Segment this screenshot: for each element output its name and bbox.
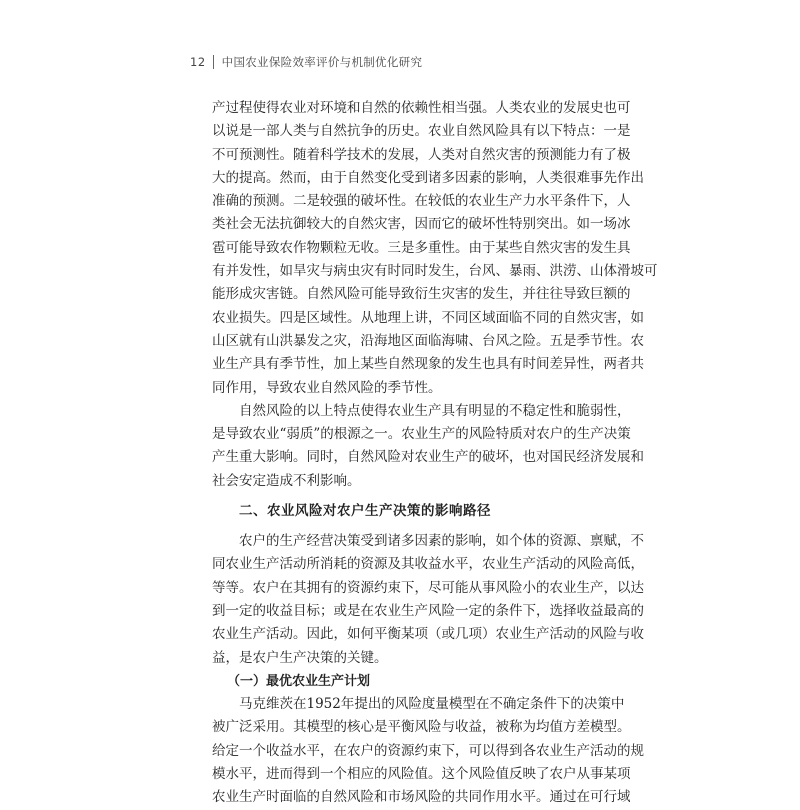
text-line: 同作用，导致农业自然风险的季节性。 <box>212 379 442 396</box>
text-line: 社会安定造成不利影响。 <box>212 472 361 489</box>
text-line: 被广泛采用。其模型的核心是平衡风险与收益，被称为均值方差模型。 <box>212 719 631 736</box>
paragraph-farmer-decisions <box>212 530 644 670</box>
page-body <box>212 97 658 810</box>
paragraph-natural-risk-impact <box>212 400 644 493</box>
text-line: 同农业生产活动所消耗的资源及其收益水平，农业生产活动的风险高低， <box>212 556 644 573</box>
book-title: 中国农业保险效率评价与机制优化研究 <box>221 55 423 69</box>
text-line: 有并发性，如旱灾与病虫灾有时同时发生，台风、暴雨、洪涝、山体滑坡可 <box>212 263 658 280</box>
paragraph-markowitz-model <box>212 693 644 809</box>
text-line: 到一定的收益目标；或是在农业生产风险一定的条件下，选择收益最高的 <box>212 602 644 619</box>
text-line: 农业生产活动。因此，如何平衡某项（或几项）农业生产活动的风险与收 <box>212 626 644 643</box>
text-line: 模水平，进而得到一个相应的风险值。这个风险值反映了农户从事某项 <box>212 766 631 783</box>
text-line: 农业生产时面临的自然风险和市场风险的共同作用水平。通过在可行域 <box>212 789 631 806</box>
running-header <box>190 52 422 72</box>
text-line: 农业损失。四是区域性。从地理上讲，不同区域面临不同的自然灾害，如 <box>212 309 644 326</box>
text-line: 产生重大影响。同时，自然风险对农业生产的破坏，也对国民经济发展和 <box>212 449 644 466</box>
text-line: 自然风险的以上特点使得农业生产具有明显的不稳定性和脆弱性， <box>239 402 631 419</box>
text-line: 大的提高。然而，由于自然变化受到诸多因素的影响，人类很难事先作出 <box>212 169 644 186</box>
text-line: 业生产具有季节性，加上某些自然现象的发生也具有时间差异性，两者共 <box>212 356 644 373</box>
text-line: 益，是农户生产决策的关键。 <box>212 649 388 666</box>
text-line: 雹可能导致农作物颗粒无收。三是多重性。由于某些自然灾害的发生具 <box>212 239 631 256</box>
text-line: 给定一个收益水平，在农户的资源约束下，可以得到各农业生产活动的规 <box>212 742 644 759</box>
text-line: 山区就有山洪暴发之灾，沿海地区面临海啸、台风之险。五是季节性。农 <box>212 332 644 349</box>
page-number: 12 <box>190 55 206 69</box>
text-line: 能形成灾害链。自然风险可能导致衍生灾害的发生，并往往导致巨额的 <box>212 286 631 303</box>
text-line: 农户的生产经营决策受到诸多因素的影响，如个体的资源、禀赋，不 <box>239 533 644 550</box>
text-line: 是导致农业“弱质”的根源之一。农业生产的风险特质对农户的生产决策 <box>212 426 631 443</box>
text-line: 以说是一部人类与自然抗争的历史。农业自然风险具有以下特点：一是 <box>212 123 631 140</box>
text-line: 准确的预测。二是较强的破坏性。在较低的农业生产力水平条件下，人 <box>212 193 631 210</box>
section-heading: 二、农业风险对农户生产决策的影响路径 <box>239 503 491 520</box>
paragraph-natural-risk-features <box>212 97 658 400</box>
subsection-heading: （一）最优农业生产计划 <box>227 673 371 689</box>
header-divider <box>213 55 214 69</box>
text-line: 等等。农户在其拥有的资源约束下，尽可能从事风险小的农业生产，以达 <box>212 579 644 596</box>
text-line: 产过程使得农业对环境和自然的依赖性相当强。人类农业的发展史也可 <box>212 100 631 116</box>
text-line: 不可预测性。随着科学技术的发展，人类对自然灾害的预测能力有了极 <box>212 146 631 163</box>
text-line: 类社会无法抗御较大的自然灾害，因而它的破坏性特别突出。如一场冰 <box>212 216 631 233</box>
text-line: 马克维茨在1952年提出的风险度量模型在不确定条件下的决策中 <box>239 696 625 713</box>
